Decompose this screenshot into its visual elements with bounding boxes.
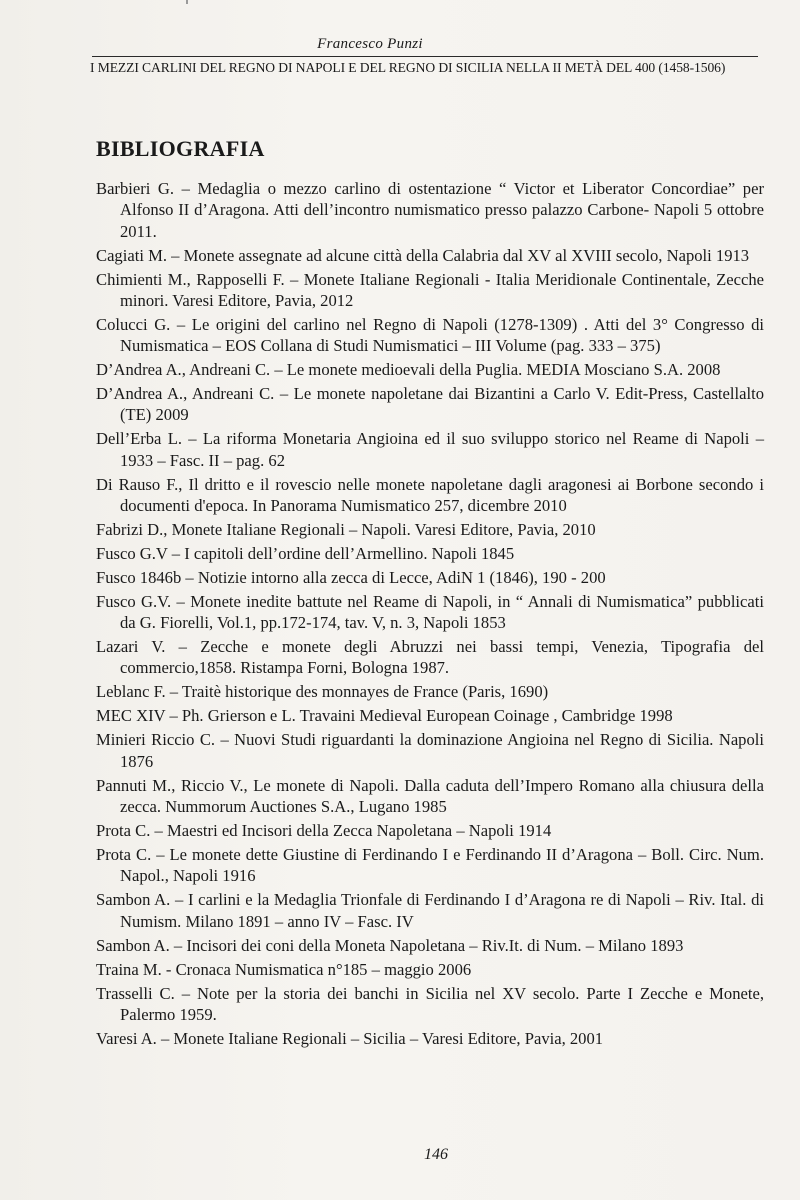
bibliography-entry: Prota C. – Le monete dette Giustine di Ferdinando I e Ferdinando II d’Aragona – Boll. Circ. Num. Napol., Napoli 1916 [96,844,764,886]
bibliography-entry: Sambon A. – Incisori dei coni della Moneta Napoletana – Riv.It. di Num. – Milano 1893 [96,935,684,955]
bibliography-entry: Cagiati M. – Monete assegnate ad alcune città della Calabria dal XV al XVIII secolo, Napoli 1913 [96,245,750,265]
header-title: I MEZZI CARLINI DEL REGNO DI NAPOLI E DEL REGNO DI SICILIA NELLA II METÀ DEL 400 (1458-1506) [90,60,726,75]
bibliography-entry: Dell’Erba L. – La riforma Monetaria Angioina ed il suo sviluppo storico nel Reame di Napoli – 1933 – Fasc. II – pag. 62 [96,429,764,470]
page-number: 146 [424,1146,448,1163]
bibliography-entry: Colucci G. – Le origini del carlino nel Regno di Napoli (1278-1309) . Atti del 3° Congresso di Numismatica – EOS Collana di Studi Numismatici – III Volume (pag. 333 – 375) [96,314,764,356]
bibliography-entry: MEC XIV – Ph. Grierson e L. Travaini Medieval European Coinage , Cambridge 1998 [96,706,673,726]
running-header [92,36,760,76]
scan-mark [186,0,188,4]
bibliography-entry: Fabrizi D., Monete Italiane Regionali – Napoli. Varesi Editore, Pavia, 2010 [96,519,596,539]
bibliography-entry: D’Andrea A., Andreani C. – Le monete medioevali della Puglia. MEDIA Mosciano S.A. 2008 [96,360,721,380]
bibliography-entry: Traina M. - Cronaca Numismatica n°185 – maggio 2006 [96,959,472,979]
bibliography-entry: Lazari V. – Zecche e monete degli Abruzzi nei bassi tempi, Venezia, Tipografia del commercio,1858. Ristampa Forni, Bologna 1987. [96,637,764,678]
section-title: BIBLIOGRAFIA [96,136,265,161]
bibliography-entry: Trasselli C. – Note per la storia dei banchi in Sicilia nel XV secolo. Parte I Zecche e Monete, Palermo 1959. [96,983,764,1024]
bibliography-entry: Pannuti M., Riccio V., Le monete di Napoli. Dalla caduta dell’Impero Romano alla chiusura della zecca. Nummorum Auctiones S.A., Lugano 1985 [96,775,764,817]
header-author: Francesco Punzi [317,36,423,52]
bibliography-entry: Prota C. – Maestri ed Incisori della Zecca Napoletana – Napoli 1914 [96,821,552,840]
bibliography-entry: Fusco G.V – I capitoli dell’ordine dell’Armellino. Napoli 1845 [96,543,515,563]
bibliography-entry: D’Andrea A., Andreani C. – Le monete napoletane dai Bizantini a Carlo V. Edit-Press, Castellalto (TE) 2009 [96,384,764,425]
bibliography-entry: Fusco 1846b – Notizie intorno alla zecca di Lecce, AdiN 1 (1846), 190 - 200 [96,567,606,587]
bibliography-entry: Minieri Riccio C. – Nuovi Studi riguardanti la dominazione Angioina nel Regno di Sicilia. Napoli 1876 [96,730,764,771]
bibliography-entry: Sambon A. – I carlini e la Medaglia Trionfale di Ferdinando I d’Aragona re di Napoli – Riv. Ital. di Numism. Milano 1891 – anno IV – Fasc. IV [96,890,764,931]
bibliography-entry: Leblanc F. – Traitè historique des monnayes de France (Paris, 1690) [96,682,549,702]
bibliography-entry: Di Rauso F., Il dritto e il rovescio nelle monete napoletane dagli aragonesi ai Borbone secondo i documenti d'epoca. In Panorama Numismatico 257, dicembre 2010 [96,474,764,515]
bibliography-entry: Barbieri G. – Medaglia o mezzo carlino di ostentazione “ Victor et Liberator Concordiae” per Alfonso II d’Aragona. Atti dell’incontro numismatico presso palazzo Carbone- Napoli 5 ottobre 2011. [96,179,764,241]
bibliography-entry: Varesi A. – Monete Italiane Regionali – Sicilia – Varesi Editore, Pavia, 2001 [96,1028,604,1048]
header-rule [92,56,758,57]
bibliography-list [96,178,764,1052]
bibliography-entry: Chimienti M., Rapposelli F. – Monete Italiane Regionali - Italia Meridionale Continentale, Zecche minori. Varesi Editore, Pavia, 2012 [96,269,764,310]
bibliography-entry: Fusco G.V. – Monete inedite battute nel Reame di Napoli, in “ Annali di Numismatica” pubblicati da G. Fiorelli, Vol.1, pp.172-174, tav. V, n. 3, Napoli 1853 [96,591,764,633]
